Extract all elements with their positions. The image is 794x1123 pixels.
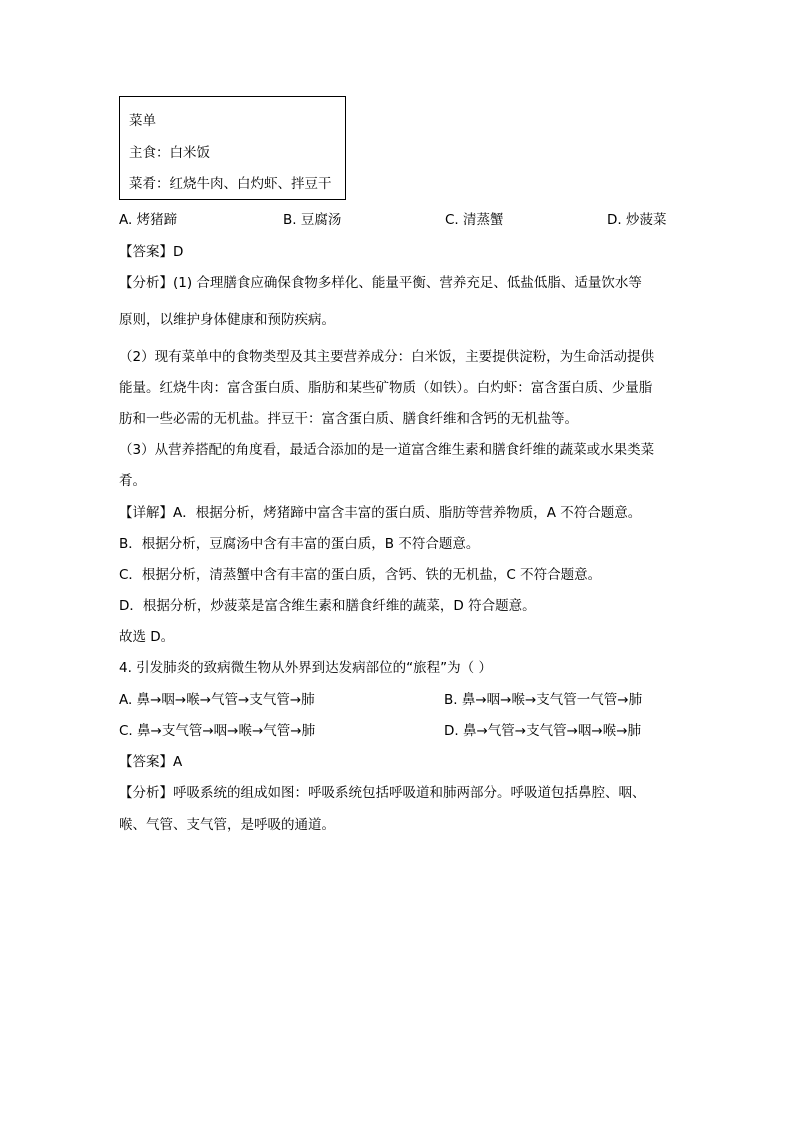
q4-answer: 【答案】A <box>119 754 183 770</box>
menu-title: 菜单 <box>129 113 156 129</box>
q3-conclusion: 故选 D。 <box>119 629 175 645</box>
q4-analysis-line: 【分析】呼吸系统的组成如图：呼吸系统包括呼吸道和肺两部分。呼吸道包括鼻腔、咽、 <box>119 785 646 801</box>
q3-analysis-line: 原则，以维护身体健康和预防疾病。 <box>119 312 335 328</box>
q3-detail-line: B．根据分析，豆腐汤中含有丰富的蛋白质，B 不符合题意。 <box>119 536 480 552</box>
q3-analysis-line: （2）现有菜单中的食物类型及其主要营养成分：白米饭，主要提供淀粉，为生命活动提供 <box>119 349 655 365</box>
q3-detail-line: 【详解】A．根据分析，烤猪蹄中富含丰富的蛋白质、脂肪等营养物质，A 不符合题意。 <box>119 505 642 521</box>
q3-analysis-line: 【分析】(1) 合理膳食应确保食物多样化、能量平衡、营养充足、低盐低脂、适量饮水等 <box>119 275 642 291</box>
q3-analysis-line: （3）从营养搭配的角度看，最适合添加的是一道富含维生素和膳食纤维的蔬菜或水果类菜 <box>119 442 655 458</box>
q3-answer: 【答案】D <box>119 244 184 260</box>
q4-stem: 4. 引发肺炎的致病微生物从外界到达发病部位的“旅程”为（ ） <box>119 660 492 676</box>
q3-analysis-line: 肪和一些必需的无机盐。拌豆干：富含蛋白质、膳食纤维和含钙的无机盐等。 <box>119 411 578 427</box>
q3-option-a: A. 烤猪蹄 <box>119 212 178 228</box>
q3-analysis-line: 肴。 <box>119 473 146 489</box>
q4-analysis-line: 喉、气管、支气管，是呼吸的通道。 <box>119 817 335 833</box>
menu-staple: 主食：白米饭 <box>129 145 210 161</box>
q4-option-d: D. 鼻→气管→支气管→咽→喉→肺 <box>444 723 642 739</box>
q3-option-b: B. 豆腐汤 <box>283 212 342 228</box>
q4-option-a: A. 鼻→咽→喉→气管→支气管→肺 <box>119 692 315 708</box>
q3-detail-line: D．根据分析，炒菠菜是富含维生素和膳食纤维的蔬菜，D 符合题意。 <box>119 598 536 614</box>
q3-option-d: D. 炒菠菜 <box>607 212 667 228</box>
q3-analysis-line: 能量。红烧牛肉：富含蛋白质、脂肪和某些矿物质（如铁）。白灼虾：富含蛋白质、少量脂 <box>119 380 653 396</box>
menu-box <box>119 96 346 200</box>
q4-option-b: B. 鼻→咽→喉→支气管一气管→肺 <box>444 692 643 708</box>
q3-detail-line: C．根据分析，清蒸蟹中含有丰富的蛋白质，含钙、铁的无机盐，C 不符合题意。 <box>119 567 602 583</box>
q4-option-c: C. 鼻→支气管→咽→喉→气管→肺 <box>119 723 316 739</box>
menu-dishes: 菜肴：红烧牛肉、白灼虾、拌豆干 <box>129 176 332 192</box>
q3-option-c: C. 清蒸蟹 <box>445 212 504 228</box>
